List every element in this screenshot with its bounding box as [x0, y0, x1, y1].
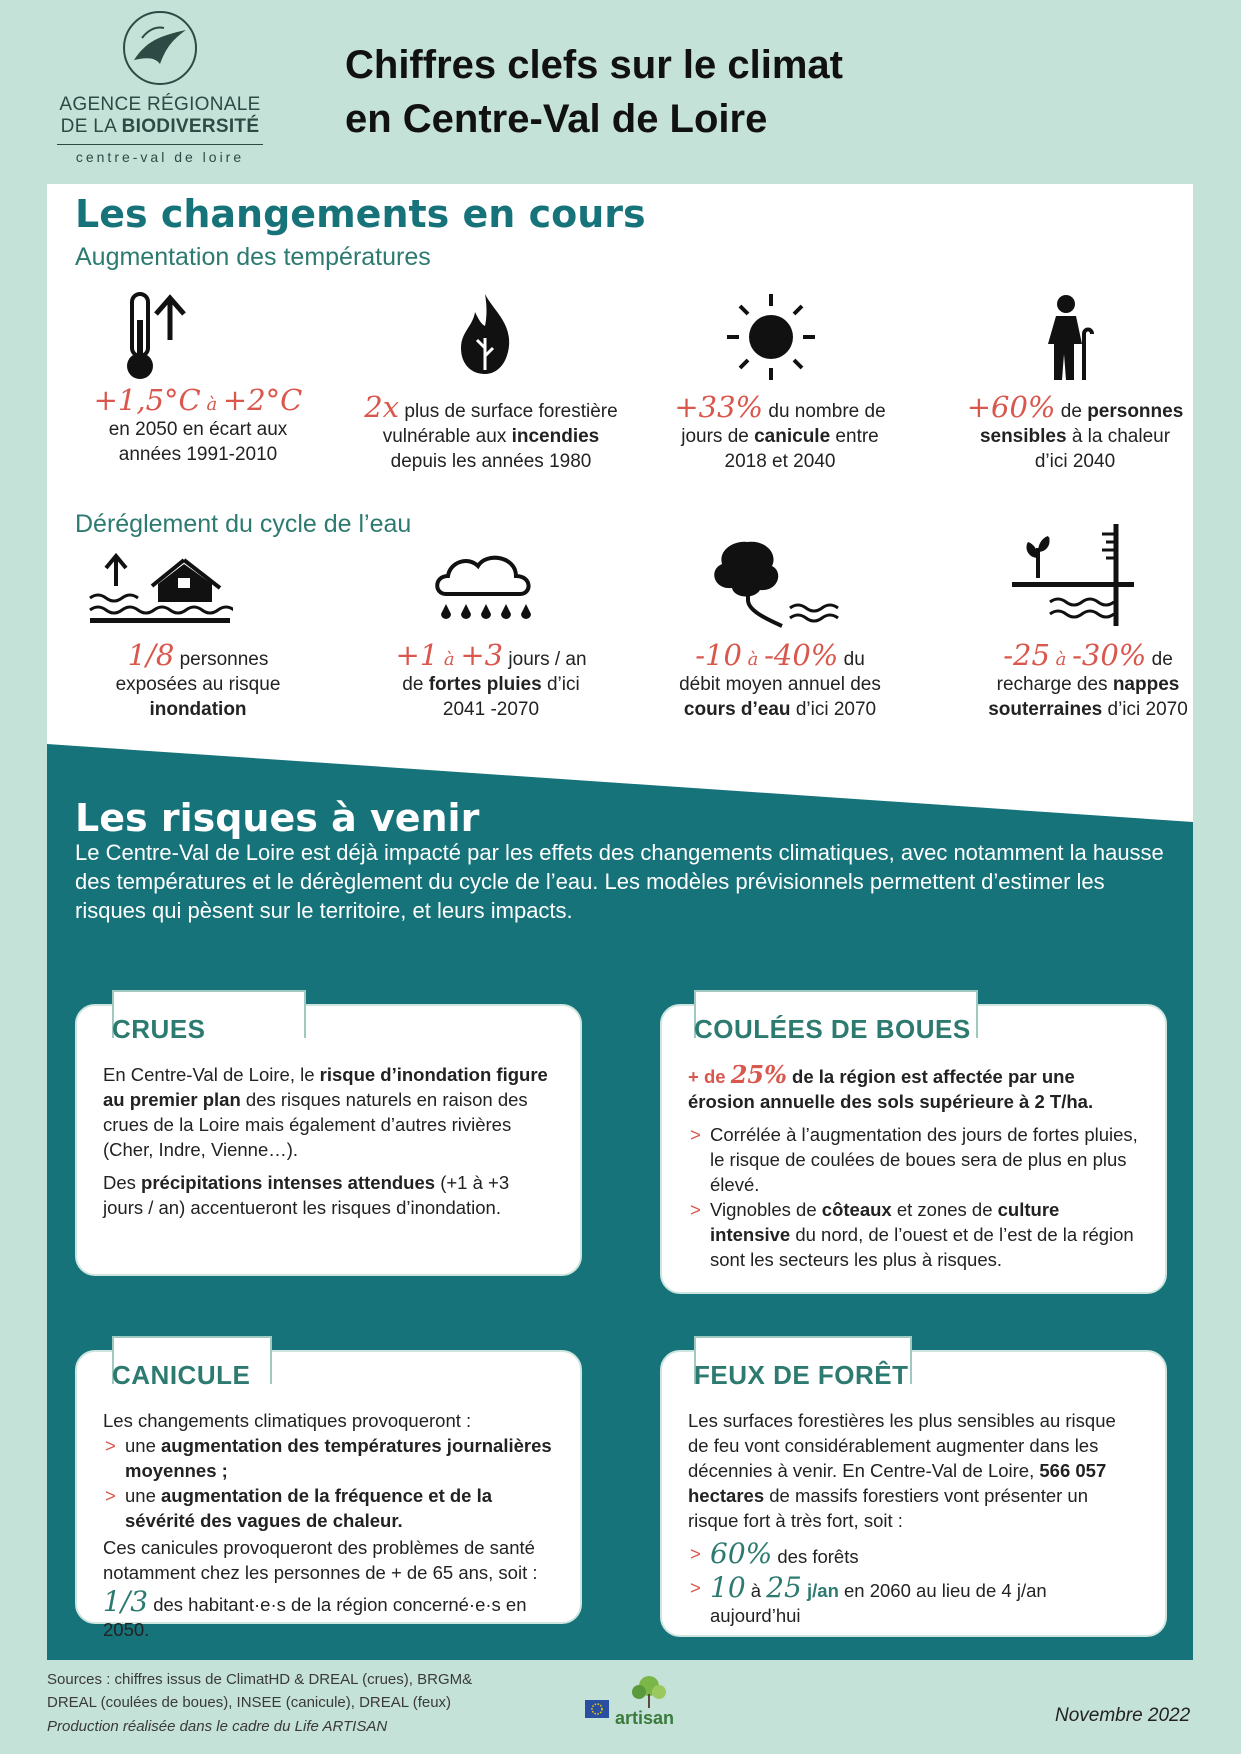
stat-value-2: +3 — [460, 638, 504, 672]
crues-text: (+1 à +3 jours / an) accentueront les risques d’inondation. — [103, 1172, 510, 1218]
stat-value-2: -40% — [764, 638, 839, 672]
changes-title: Les changements en cours — [75, 192, 646, 236]
sources-line-1: Sources : chiffres issus de ClimatHD & DREAL (crues), BRGM& — [47, 1671, 473, 1688]
coulees-text-bold: côteaux — [821, 1199, 892, 1220]
temperature-subtitle: Augmentation des températures — [75, 243, 431, 271]
artisan-logo — [585, 1674, 695, 1744]
thermometer-icon — [120, 290, 190, 382]
card-title-crues: CRUES — [112, 1014, 206, 1044]
canicule-bullet — [103, 1433, 554, 1483]
canicule-text-bold: augmentation de la fréquence et de la sévérité des vagues de chaleur. — [125, 1485, 493, 1531]
production-note: Production réalisée dans le cadre du Life ARTISAN — [47, 1718, 388, 1735]
page-title-line-1: Chiffres clefs sur le climat — [345, 43, 843, 87]
flood-house-icon — [88, 552, 233, 630]
stat-text-line: 2018 et 2040 — [724, 451, 836, 472]
canicule-list — [103, 1433, 554, 1533]
stat-text: vulnérable aux — [382, 426, 512, 447]
elderly-person-icon — [1040, 294, 1100, 382]
stat-value: +33% — [674, 390, 764, 424]
groundwater-icon — [1010, 522, 1136, 630]
stat-text: jours / an — [503, 649, 587, 670]
risks-title: Les risques à venir — [75, 796, 480, 840]
page-title — [345, 38, 843, 146]
stat-text-bold: sensibles — [979, 426, 1067, 447]
feux-big-number: 25 — [766, 1571, 802, 1604]
stat-connector: à — [1049, 649, 1073, 670]
stat-text: d’ici 2070 — [1102, 699, 1188, 720]
coulees-lead-text: de la région est affectée par une érosion annuelle des sols supérieure à 2 T/ha. — [688, 1066, 1094, 1112]
card-title-feux: FEUX DE FORÊT — [694, 1360, 909, 1390]
stat-value: -10 — [695, 638, 742, 672]
feux-connector: à — [745, 1580, 767, 1601]
coulees-text: et zones de — [891, 1199, 998, 1220]
artisan-logo-text: artisan — [615, 1708, 675, 1728]
feux-text: de massifs forestiers vont présenter un risque fort à très fort, soit : — [688, 1485, 1089, 1531]
stat-river-flow — [640, 638, 920, 722]
stat-text: personnes — [174, 649, 269, 670]
page-title-line-2: en Centre-Val de Loire — [345, 97, 768, 141]
card-canicule — [75, 1350, 582, 1640]
stat-text-line: 2041 -2070 — [442, 699, 540, 720]
stat-value: 2x — [364, 390, 400, 424]
stat-text-bold: inondation — [149, 699, 247, 720]
stat-text-bold: cours d’eau — [683, 699, 791, 720]
stat-text-line: exposées au risque — [115, 674, 281, 695]
logo-line-2b: BIODIVERSITÉ — [121, 116, 260, 137]
canicule-text-bold: augmentation des températures journalières moyennes ; — [125, 1435, 552, 1481]
stat-text-bold: fortes pluies — [428, 674, 542, 695]
stat-connector: à — [741, 649, 765, 670]
stat-text: d’ici — [541, 674, 580, 695]
stat-text-line: en 2050 en écart aux — [108, 419, 288, 440]
logo-line-2a: DE LA — [60, 116, 122, 137]
stat-text-bold: incendies — [511, 426, 600, 447]
stat-text: recharge des — [996, 674, 1113, 695]
coulees-text: Vignobles de — [710, 1199, 822, 1220]
stat-text: d’ici 2070 — [790, 699, 877, 720]
stat-value: +1 — [395, 638, 439, 672]
stat-value: +1,5°C — [93, 383, 201, 417]
fire-icon — [455, 292, 515, 376]
card-title-coulees: COULÉES DE BOUES — [694, 1014, 971, 1044]
stat-heavy-rain — [341, 638, 641, 722]
stat-value: +60% — [966, 390, 1056, 424]
stat-heatwave-days — [640, 390, 920, 474]
coulees-lead-number: 25% — [730, 1060, 787, 1089]
stat-connector: à — [438, 649, 461, 670]
stat-text-line: débit moyen annuel des — [679, 674, 881, 695]
sources-line-2: DREAL (coulées de boues), INSEE (canicule), DREAL (feux) — [47, 1694, 452, 1711]
water-subtitle: Déréglement du cycle de l’eau — [75, 510, 412, 538]
crues-paragraph-1 — [103, 1062, 554, 1162]
feux-text: des forêts — [772, 1546, 859, 1567]
stat-forest-fire — [341, 390, 641, 474]
coulees-text: du nord, de l’ouest et de l’est de la région sont les secteurs les plus à risques. — [710, 1224, 1134, 1270]
eu-flag-icon — [585, 1700, 609, 1718]
publication-date: Novembre 2022 — [1055, 1705, 1191, 1726]
rain-cloud-icon — [432, 550, 538, 630]
stat-value-2: -30% — [1072, 638, 1147, 672]
crues-text-bold: risque d’inondation figure au premier plan — [103, 1064, 548, 1110]
canicule-text: une — [125, 1485, 162, 1506]
stat-value: 1/8 — [127, 638, 175, 672]
card-title-canicule: CANICULE — [112, 1360, 251, 1390]
coulees-lead-prefix: + de — [688, 1066, 731, 1087]
stat-flood-exposure — [58, 638, 338, 722]
stat-groundwater-recharge — [945, 638, 1231, 722]
stat-value-2: +2°C — [222, 383, 303, 417]
feux-bullet — [688, 1537, 1139, 1570]
card-coulees — [660, 1004, 1167, 1294]
stat-text: de — [1146, 649, 1173, 670]
stat-text: jours de — [681, 426, 755, 447]
canicule-intro: Les changements climatiques provoqueront : — [103, 1410, 472, 1431]
feux-big-number: 10 — [710, 1571, 746, 1604]
canicule-big-number: 1/3 — [103, 1585, 149, 1618]
stat-text-line: d’ici 2040 — [1034, 451, 1116, 472]
sources — [47, 1668, 527, 1714]
stat-value: -25 — [1003, 638, 1050, 672]
canicule-bullet — [103, 1483, 554, 1533]
stat-text: entre — [830, 426, 879, 447]
stat-text-line: années 1991-2010 — [118, 444, 278, 465]
feux-text-bold: 566 057 hectares — [688, 1460, 1107, 1506]
stat-text: de — [1055, 401, 1088, 422]
logo-line-1: AGENCE RÉGIONALE — [59, 94, 261, 115]
canicule-text: des habitant·e·s de la région concerné·e·s en 2050. — [103, 1594, 527, 1640]
stat-text: du nombre de — [763, 401, 886, 422]
feux-text: Les surfaces forestières les plus sensibles au risque de feu vont considérablement augmenter dans les décennies à venir. En Centre-Val de Loire, — [688, 1410, 1116, 1481]
stat-text-bold: souterraines — [988, 699, 1103, 720]
stat-text-bold: nappes — [1112, 674, 1180, 695]
logo-line-3: centre-val de loire — [75, 149, 245, 165]
stat-text-bold: personnes — [1087, 401, 1184, 422]
logo-line-2 — [50, 116, 270, 138]
sun-icon — [723, 292, 819, 382]
crues-text: des risques naturels en raison des crues de la Loire mais également d’autres rivières (Cher, Indre, Vienne…). — [103, 1089, 528, 1160]
canicule-paragraph-2: Ces canicules provoqueront des problèmes de santé notamment chez les personnes de + de 65 ans, soit : — [103, 1537, 538, 1583]
stat-sensitive-people — [935, 390, 1215, 474]
crues-paragraph-2 — [103, 1170, 554, 1220]
agency-logo — [50, 8, 270, 165]
crues-text: En Centre-Val de Loire, le — [103, 1064, 320, 1085]
card-feux — [660, 1350, 1167, 1637]
stat-text: du — [838, 649, 865, 670]
crues-text-bold: précipitations intenses attendues — [141, 1172, 436, 1193]
stat-text: de — [402, 674, 429, 695]
tree-river-icon — [708, 538, 848, 634]
stat-text: à la chaleur — [1066, 426, 1171, 447]
logo-divider — [57, 144, 263, 145]
canicule-text: une — [125, 1435, 162, 1456]
crues-text: Des — [103, 1172, 142, 1193]
stat-connector: à — [200, 394, 223, 415]
risks-intro: Le Centre-Val de Loire est déjà impacté par les effets des changements climatiques, avec notamment la hausse des températures et le dérèglement du cycle de l’eau. Les modèles prévisionnels permettent d’estimer les risques qui pèsent sur le territoire, et leurs impacts. — [75, 840, 1164, 923]
stat-text-line: depuis les années 1980 — [390, 451, 592, 472]
feux-big-number: 60% — [710, 1537, 773, 1570]
bird-logo-icon — [120, 8, 200, 88]
feux-text: en 2060 au lieu de 4 j/an aujourd’hui — [710, 1580, 1047, 1626]
coulees-list — [688, 1122, 1139, 1272]
feux-paragraph — [688, 1408, 1139, 1533]
coulees-lead — [688, 1062, 1139, 1114]
feux-bullet — [688, 1571, 1139, 1628]
coulees-bullet — [688, 1197, 1139, 1272]
stat-temperature-rise — [58, 383, 338, 467]
canicule-highlight — [103, 1585, 554, 1642]
coulees-bullet: > Corrélée à l’augmentation des jours de fortes pluies, le risque de coulées de boues sera de plus en plus élevé. — [688, 1122, 1139, 1197]
stat-text-bold: canicule — [754, 426, 831, 447]
coulees-text-bold: culture intensive — [710, 1199, 1060, 1245]
feux-list — [688, 1537, 1139, 1628]
feux-unit: j/an — [801, 1580, 839, 1601]
stat-text: plus de surface forestière — [399, 401, 618, 422]
